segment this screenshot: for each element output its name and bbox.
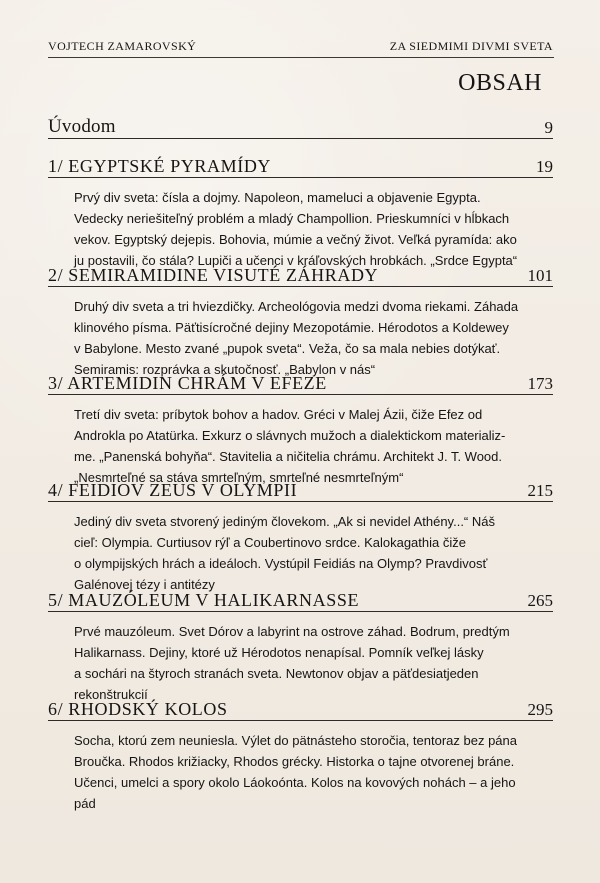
toc-entry-header — [48, 697, 553, 721]
toc-entry-summary: Prvé mauzóleum. Svet Dórov a labyrint na ostrove záhad. Bodrum, predtým Halikarnass. Dejiny, ktoré už Hérodotos nenapísal. Pomník veľkej lásky a sochári na štyroch stranách sveta. Newtonov objav a päťdesiatjeden rekonštrukcií — [74, 624, 510, 702]
toc-entry-rhodsky-kolos — [48, 697, 553, 814]
toc-entry-semiramidine-zahrady — [48, 263, 553, 380]
toc-entry-header — [48, 263, 553, 287]
toc-entry-title: Úvodom — [48, 116, 116, 137]
toc-entry-header — [48, 588, 553, 612]
toc-entry-header — [48, 371, 553, 395]
toc-entry-title: 5/ MAUZÓLEUM V HALIKARNASSE — [48, 590, 360, 610]
toc-entry-title: 2/ SEMIRAMIDINE VISUTÉ ZÁHRADY — [48, 265, 379, 285]
toc-entry-title: 1/ EGYPTSKÉ PYRAMÍDY — [48, 156, 272, 176]
toc-entry-summary: Jediný div sveta stvorený jediným človekom. „Ak si nevidel Athény...“ Náš cieľ: Olympia. Curtiusov rýľ a Coubertinovo srdce. Kalokagathia čiže o olympijských hrách a ideáloch. Vystúpil Feidiás na Olymp? Pravdivosť Galénovej tézy i antitézy — [74, 514, 495, 592]
toc-entry-summary: Socha, ktorú zem neuniesla. Výlet do pätnásteho storočia, tentoraz bez pána Broučka. Rhodos križiacky, Rhodos grécky. Historka o tajne otvorenej bráne. Učenci, umelci a spory okolo Láokoónta. Kolos na kovových nohách – a jeho pád — [74, 733, 517, 811]
toc-entry-header — [48, 154, 553, 178]
toc-entry-egyptske-pyramidy — [48, 154, 553, 271]
toc-entry-uvodom — [48, 116, 553, 139]
toc-entry-mauzoleum — [48, 588, 553, 705]
toc-entry-page-number: 173 — [527, 374, 553, 393]
toc-entry-feidiov-zeus — [48, 478, 553, 595]
toc-entry-title: 4/ FEIDIOV ZEUS V OLYMPII — [48, 480, 298, 500]
toc-entry-summary: Druhý div sveta a tri hviezdičky. Archeológovia medzi dvoma riekami. Záhada klinového písma. Päťtisícročné dejiny Mezopotámie. Hérodotos a Koldewey v Babylone. Mesto zvané „pupok sveta“. Veža, čo sa mala nebies dotýkať. Semiramis: rozprávka a skutočnosť. „Babylon v nás“ — [74, 299, 519, 377]
toc-entry-summary: Prvý div sveta: čísla a dojmy. Napoleon, mameluci a objavenie Egypta. Vedecky neriešiteľný problém a mladý Champollion. Prieskumníci v hĺbkach vekov. Egyptský dejepis. Bohovia, múmie a večný život. Veľká pyramída: ako ju postavili, čo stála? Lupiči a učenci v kráľovských hrobkách. „Srdce Egypta“ — [74, 190, 518, 268]
toc-entry-title: 3/ ARTEMIDIN CHRÁM V EFEZE — [48, 373, 327, 393]
toc-entry-title: 6/ RHODSKÝ KOLOS — [48, 699, 228, 719]
toc-entry-page-number: 265 — [527, 591, 553, 610]
toc-entry-page-number: 9 — [544, 118, 553, 137]
running-head-author: VOJTECH ZAMAROVSKÝ — [48, 39, 197, 53]
contents-title: OBSAH — [458, 70, 542, 96]
toc-entry-page-number: 19 — [536, 157, 553, 176]
toc-entry-page-number: 101 — [527, 266, 553, 285]
toc-entry-header — [48, 478, 553, 502]
running-head-book-title: ZA SIEDMIMI DIVMI SVETA — [389, 39, 553, 53]
toc-entry-page-number: 215 — [527, 481, 553, 500]
toc-entry-summary: Tretí div sveta: príbytok bohov a hadov. Gréci v Malej Ázii, čiže Efez od Androkla po Atatürka. Exkurz o slávnych mužoch a dialektickom materializ- me. „Panenská bohyňa“. Stavitelia a ničitelia chrámu. Architekt J. T. Wood. „Nesmrteľné sa stáva smrteľným, smrteľné nesmrteľným“ — [74, 407, 506, 485]
toc-entry-artemidin-chram — [48, 371, 553, 488]
running-head-rule — [48, 57, 554, 58]
toc-entry-page-number: 295 — [527, 700, 553, 719]
toc-entry-header — [48, 116, 553, 139]
